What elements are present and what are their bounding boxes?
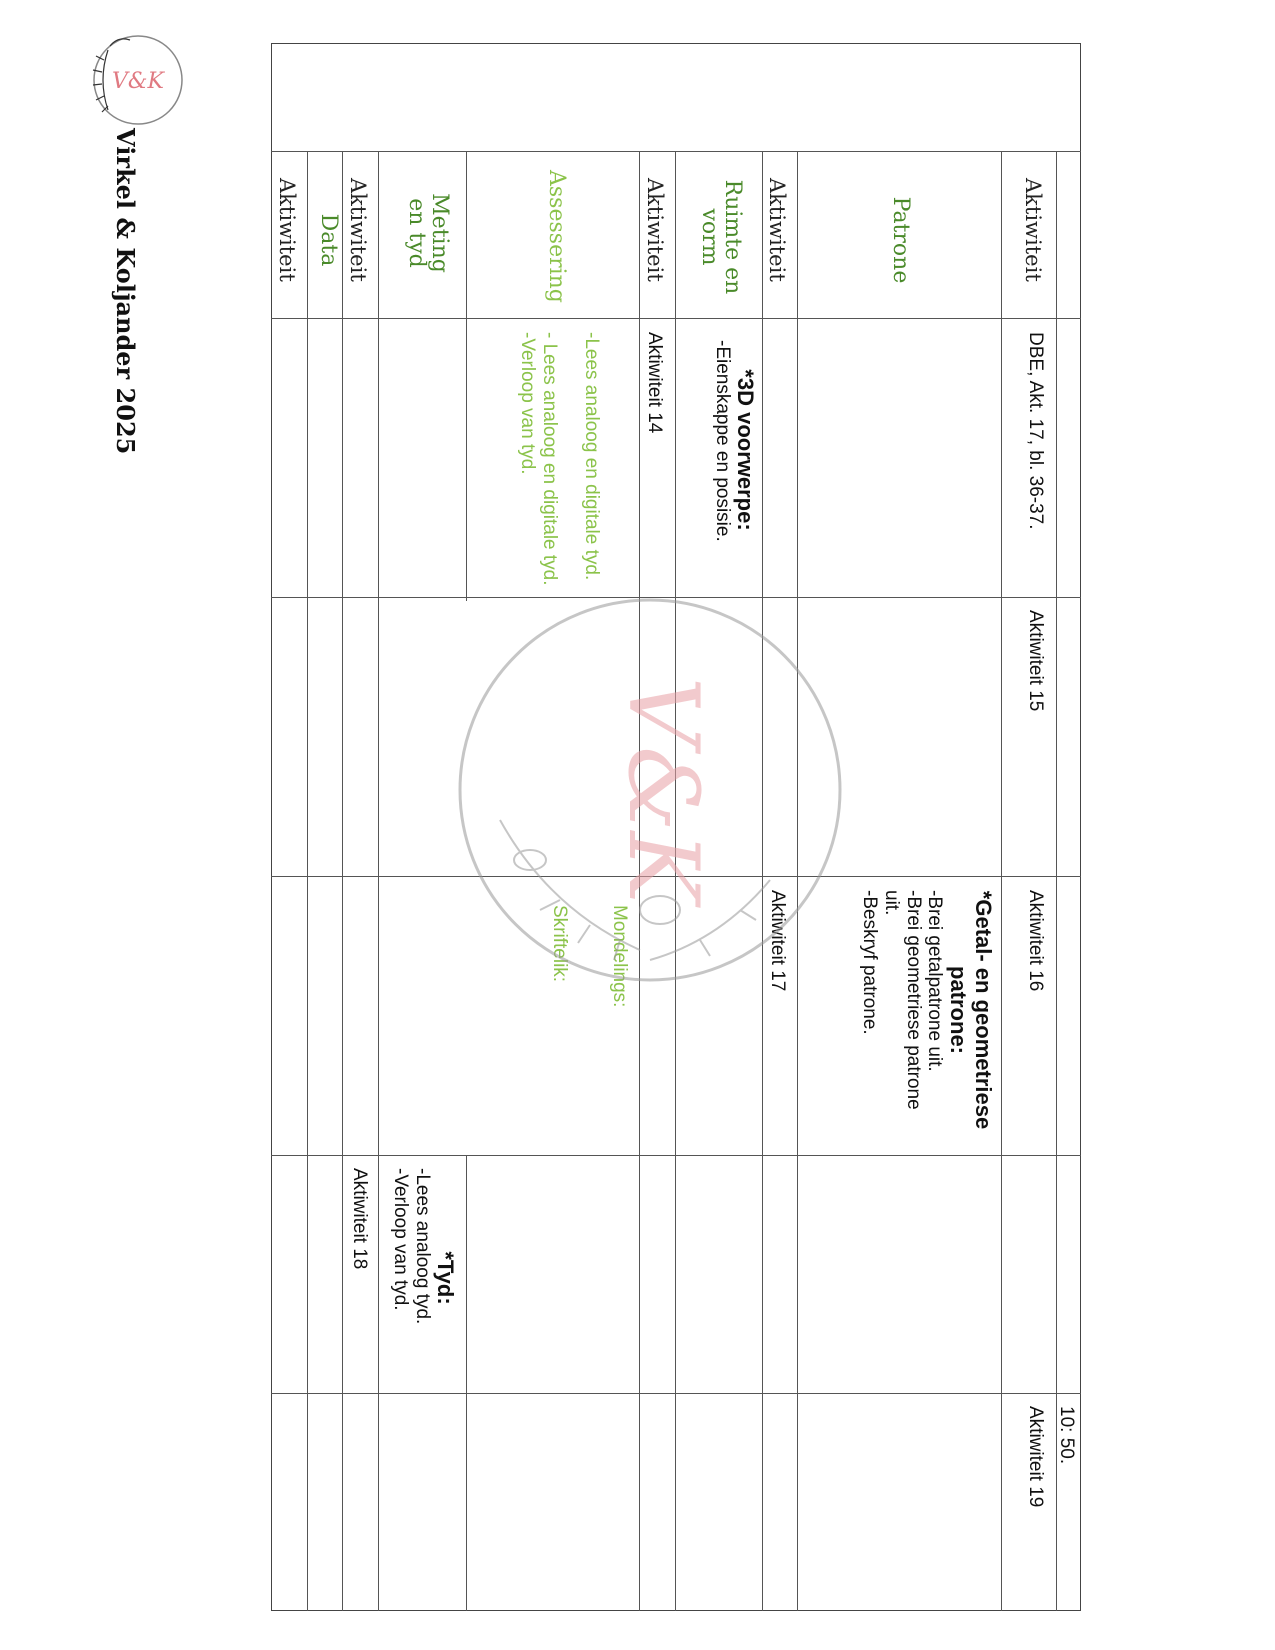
row-label-top: Aktiwiteit xyxy=(1021,178,1045,282)
grid-line xyxy=(271,151,1081,152)
page-title: Virkel & Koljander 2025 xyxy=(111,128,140,455)
cell-c1-assess-b: - Lees analoog en digitale tyd. xyxy=(539,332,561,586)
row-label-meting-activity: Aktiwiteit xyxy=(346,178,370,282)
cell-c3-skriftelik: Skriftelik: xyxy=(549,905,570,983)
cell-c3-patrone-activity: Aktiwiteit 17 xyxy=(767,890,788,992)
cell-c5-top: Aktiwiteit 19 xyxy=(1025,1406,1046,1508)
cell-c1-assess-c: -Verloop van tyd. xyxy=(517,332,539,475)
cell-c4-tyd-1: -Lees analoog tyd. xyxy=(411,1168,433,1325)
cell-c1-assess-a: -Lees analoog en digitale tyd. xyxy=(581,332,602,581)
row-label-patrone-activity: Aktiwiteit xyxy=(765,178,789,282)
cell-c3-mondelings: Mondelings: xyxy=(609,905,630,1008)
cell-c1-top: DBE, Akt. 17, bl. 36-37. xyxy=(1025,332,1046,530)
cell-c4-tyd-2: -Verloop van tyd. xyxy=(389,1168,411,1311)
cell-c1-ruimte-activity: Aktiwiteit 14 xyxy=(644,332,665,434)
grid-line xyxy=(271,1155,1081,1156)
cell-c4-meting-activity: Aktiwiteit 18 xyxy=(349,1168,370,1270)
row-label-patrone: Patrone xyxy=(888,196,913,284)
brand-logo xyxy=(78,20,198,140)
row-label-data: Data xyxy=(316,213,341,267)
cell-c4-tyd xyxy=(389,1168,458,1388)
row-label-meting: Meting en tyd xyxy=(403,193,452,273)
cell-c3-getal xyxy=(858,890,996,1130)
watermark xyxy=(440,580,860,1000)
svg-text:V&K: V&K xyxy=(607,676,719,904)
cell-c3-getal-2: -Brei geometriese patrone uit. xyxy=(880,890,924,1110)
row-label-ruimte: Ruimte en vorm xyxy=(696,179,745,295)
grid-line xyxy=(1001,151,1002,1611)
grid-line xyxy=(466,1155,467,1611)
grid-line xyxy=(378,151,379,1611)
cell-c2-top: Aktiwiteit 15 xyxy=(1025,610,1046,712)
cell-c1-3d-heading: *3D voorwerpe: xyxy=(733,369,758,531)
cell-c3-getal-heading: *Getal- en geometriese patrone: xyxy=(945,890,996,1130)
cell-c1-3d xyxy=(711,340,758,560)
cell-c1-3d-body: -Eienskappe en posisie. xyxy=(711,340,733,542)
grid-line xyxy=(466,151,467,601)
cell-c3-getal-1: -Brei getalpatrone uit. xyxy=(924,890,946,1072)
grid-line xyxy=(271,318,1081,319)
cell-c3-top: Aktiwiteit 16 xyxy=(1025,890,1046,992)
svg-text:V&K: V&K xyxy=(112,69,164,94)
row-label-data-activity: Aktiwiteit xyxy=(275,178,299,282)
grid-line xyxy=(307,151,308,1611)
row-label-assessering: Assessering xyxy=(544,170,569,303)
row-label-ruimte-activity: Aktiwiteit xyxy=(643,178,667,282)
grid-line xyxy=(271,1393,1081,1394)
cell-c4-tyd-heading: *Tyd: xyxy=(433,1251,458,1305)
cell-c3-getal-3: -Beskryf patrone. xyxy=(858,890,880,1035)
cell-c5-top-time: 10: 50. xyxy=(1056,1406,1077,1465)
grid-line xyxy=(342,151,343,1611)
grid-line xyxy=(1056,151,1057,1611)
